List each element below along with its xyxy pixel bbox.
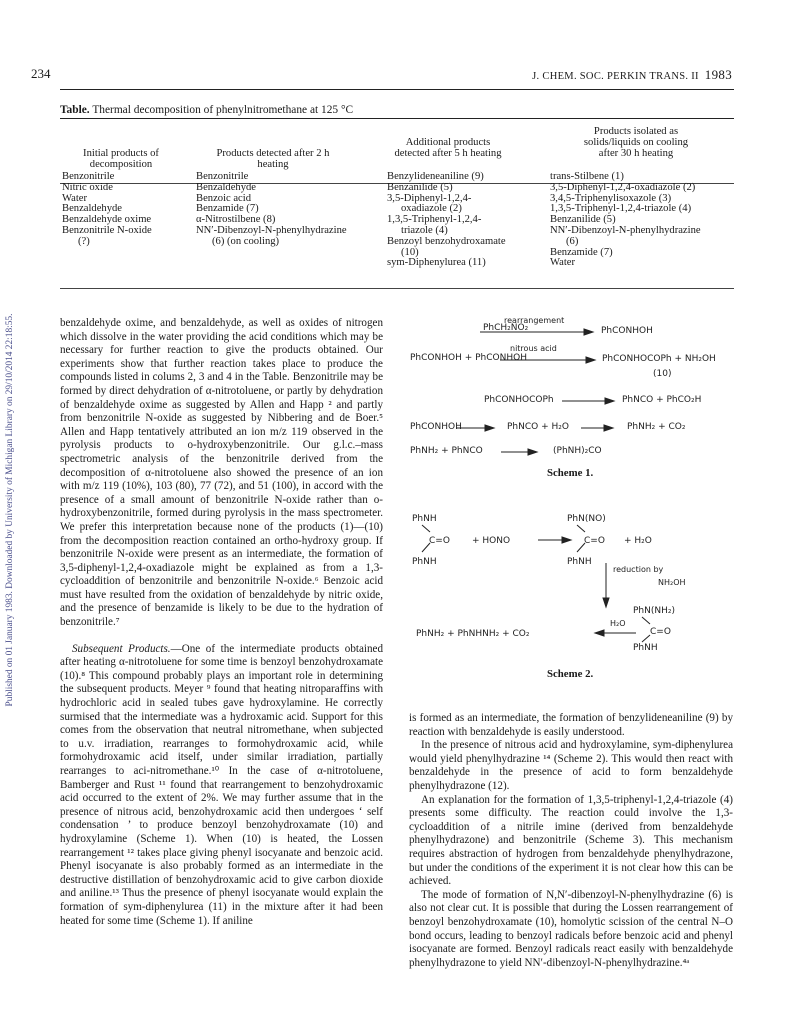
table-cell: 3,5-Diphenyl-1,2,4- (387, 192, 472, 204)
table-cell: Benzonitrile (62, 171, 115, 182)
scheme1-r3-reactant: PhCONHOCOPh (484, 395, 554, 405)
table-cell: Water (550, 257, 576, 269)
body-paragraph: is formed as an intermediate, the formation of benzylideneaniline (9) by reaction with benzaldehyde is easily understood. (409, 712, 733, 738)
table-cell: 1,3,5-Triphenyl-1,2,4-triazole (4) (550, 203, 692, 215)
scheme1-r2-products: PhCONHOCOPh + NH₂OH (602, 354, 716, 364)
scheme1-r4-reactant: PhCONHOH (410, 422, 462, 432)
paragraph-text: —One of the intermediate products obtained after heating α-nitrotoluene for some time is benzoyl benzohydroxamate (10).⁸ This compound probably plays an important role in determining the subsequent products. Meyer ⁹ found that heating nitroparaffins with hydrochloric acid in sealed tubes gave hydroxylamine. He correctly surmised that the intermediate was a hydroxamic acid. Support for this comes from the observation that neutral nitromethane, when subjected to u.v. irradiation, rearranges to formohydroxamic acid, while formohydroxamic acid itself, under similar irradiation, partially rearranges to aci-nitromethane.¹⁰ In the case of α-nitrotoluene, Bamberger and Rust ¹¹ found that rearrangement to benzohydroxamic acid occurred to the extent of 2%. We may further assume that in the presence of nitrous acid, benzohydroxamic acid then undergoes ‘ self condensation ’ to produce benzoyl benzohydroxamate (10) and hydroxylamine (Scheme 1). When (10) is heated, the Lossen rearrangement ¹² takes place giving phenyl isocyanate and benzoic acid. Phenyl isocyanate is also probably formed as an intermediate in the destructive distillation of benzohydroxamic acid to give carbon dioxide and aniline.¹³ Thus the presence of phenyl isocyanate would explain the formation of sym-diphenylurea (11) in the mixture after it had been heated for some time (Scheme 1). If aniline (60, 642, 383, 927)
left-column (60, 317, 383, 928)
scheme2-water: + H₂O (624, 536, 652, 546)
table-cell: Benzamide (7) (196, 203, 259, 215)
header-rule (60, 89, 734, 90)
scheme2-amino-bottom: PhNH (633, 643, 658, 653)
scheme2-amino-top: PhN(NH₂) (633, 606, 675, 616)
body-paragraph: In the presence of nitrous acid and hydroxylamine, sym-diphenylurea would yield phenylhydrazine ¹⁴ (Scheme 2). This would then react with benzaldehyde in the presence of acid to form benzaldehyde phenylhydrazone (12). (409, 739, 733, 792)
table-cell: Benzoyl benzohydroxamate (387, 235, 506, 247)
table-cell: 3,5-Diphenyl-1,2,4-oxadiazole (2) (550, 181, 696, 193)
right-column (409, 712, 733, 970)
table-cell: α-Nitrostilbene (8) (196, 214, 276, 226)
journal-year: 1983 (704, 67, 732, 82)
scheme2-hono: + HONO (472, 536, 511, 546)
table-header-col1: Initial products of decomposition (83, 148, 159, 171)
table-cell: Benzamide (7) (550, 246, 613, 258)
scheme2-nitroso-carbonyl: C=O (584, 536, 605, 546)
scheme2-water-condition: H₂O (610, 619, 626, 628)
body-paragraph (60, 643, 383, 928)
scheme1-r1-reactant: PhCH₂NO₂ (483, 323, 529, 333)
table-cell: NN′-Dibenzoyl-N-phenylhydrazine (550, 224, 701, 236)
scheme-1-label: Scheme 1. (547, 467, 594, 479)
table-rule-top (60, 118, 734, 119)
scheme1-r2-reactants: PhCONHOH + PhCONHOH (410, 353, 527, 363)
scheme-2-label: Scheme 2. (547, 668, 594, 680)
table-cell: trans-Stilbene (1) (550, 171, 624, 182)
download-side-note: Published on 01 January 1983. Downloaded by University of Michigan Library on 29/10/2014 22:18:55. (5, 313, 15, 707)
table-cell: 3,4,5-Triphenylisoxazole (3) (550, 192, 672, 204)
scheme2-amino-carbonyl: C=O (650, 627, 671, 637)
table-cell: (6) (on cooling) (212, 235, 280, 247)
table-cell: Benzaldehyde (62, 203, 123, 215)
scheme-2-bonds (406, 510, 736, 645)
journal-header (532, 67, 732, 83)
page-number: 234 (31, 66, 51, 81)
scheme1-r4-products: PhNH₂ + CO₂ (627, 422, 686, 432)
scheme1-r2-note: (10) (653, 369, 672, 379)
table-cell: sym-Diphenylurea (11) (387, 257, 486, 269)
scheme2-urea-bottom: PhNH (412, 557, 437, 567)
table-title: Thermal decomposition of phenylnitromethane at 125 °C (92, 104, 354, 116)
table-cell: Benzonitrile (196, 171, 249, 182)
table-header-col4: Products isolated as solids/liquids on cooling after 30 h heating (583, 126, 689, 160)
table-cell: Benzoic acid (196, 192, 252, 204)
table-cell: Benzylideneaniline (9) (387, 171, 484, 182)
table-cell: Benzaldehyde oxime (62, 214, 152, 226)
journal-name: J. CHEM. SOC. PERKIN TRANS. II (532, 71, 699, 82)
scheme2-nitroso-top: PhN(NO) (567, 514, 606, 524)
table-cell: NN′-Dibenzoyl-N-phenylhydrazine (196, 224, 347, 236)
table-col2 (196, 172, 347, 248)
scheme2-reductant: NH₂OH (658, 578, 686, 587)
scheme2-urea-carbonyl: C=O (429, 536, 450, 546)
table-cell: oxadiazole (2) (401, 203, 462, 215)
scheme2-reduction: reduction by (613, 565, 664, 574)
table-header-col3: Additional products detected after 5 h heating (394, 137, 502, 160)
table-caption (60, 104, 353, 116)
body-paragraph: An explanation for the formation of 1,3,5-triphenyl-1,2,4-triazole (4) presents some difficulty. The reaction could involve the 1,3-cycloaddition of a nitrile imine (derived from benzaldehyde phenylhydrazone) and benzonitrile (Scheme 3). This mechanism requires abstraction of hydrogen from benzaldehyde phenylhydrazone, but under the conditions of the experiment it is not clear how this can be achieved. (409, 793, 733, 888)
scheme1-r1-condition: rearrangement (504, 316, 565, 325)
table-cell: Benzaldehyde (196, 181, 257, 193)
scheme1-r4-intermediate: PhNCO + H₂O (507, 422, 569, 432)
table-cell: Benzanilide (5) (550, 214, 616, 226)
table-header-col2: Products detected after 2 h heating (216, 148, 330, 171)
table-label: Table. (60, 104, 90, 116)
table-col1 (62, 172, 152, 248)
table-cell: triazole (4) (401, 224, 448, 236)
scheme2-urea-top: PhNH (412, 514, 437, 524)
table-col3 (387, 172, 506, 269)
table-cell: Benzonitrile N-oxide (62, 224, 152, 236)
table-cell: (10) (401, 246, 419, 258)
table-col4 (550, 172, 701, 269)
table-cell: Benzanilide (5) (387, 181, 453, 193)
table-cell: (?) (78, 235, 90, 247)
scheme2-nitroso-bottom: PhNH (567, 557, 592, 567)
section-heading: Subsequent Products. (72, 642, 171, 655)
table-cell: Nitric oxide (62, 181, 113, 193)
scheme1-r2-condition: nitrous acid (510, 344, 557, 353)
table-cell: Water (62, 192, 88, 204)
body-paragraph: benzaldehyde oxime, and benzaldehyde, as well as oxides of nitrogen which dissolve in the water providing the acid conditions which may be necessary for further reaction to give the products obtained. Our experiments show that further reaction takes place to produce the compounds listed in colums 2, 3 and 4 in the Table. Benzonitrile may be formed by direct dehydration of α-nitrotoluene, or partly by dehydration of benzaldehyde oxime as suggested by Allen and Happ ² and partly from benzonitrile N-oxide as suggested by Nibbering and de Boer.⁵ Allen and Happ tentatively attributed an ion m/z 119 observed in the pyrolysis products to o-hydroxybenzonitrile. Our g.l.c.–mass spectrometric analysis of the benzonitrile derived from the decomposition of α-nitrotoluene also showed the presence of an ion with m/z 119 (10%), 103 (80), 77 (72), and 51 (100), in accord with the presence of a small amount of benzonitrile N-oxide rather than o-hydroxybenzonitrile, formed during pyrolysis in the mass spectrometer. We prefer this interpretation because none of the products (1)—(10) from the decomposition reaction contained an ortho-hydroxy group. If benzonitrile N-oxide were present as an intermediate, the formation of 3,5-diphenyl-1,2,4-oxadiazole might be explained as from a 1,3-cycloaddition of benzonitrile and benzonitrile N-oxide.⁶ Benzoic acid must have resulted from the oxidation of benzaldehyde by nitric oxide, and the presence of benzamide is likely to be due to the hydration of benzonitrile.⁷ (60, 317, 383, 629)
scheme1-r5-product: (PhNH)₂CO (553, 446, 602, 456)
scheme1-r1-product: PhCONHOH (601, 326, 653, 336)
table-rule-bottom (60, 288, 734, 289)
scheme1-r3-products: PhNCO + PhCO₂H (622, 395, 702, 405)
scheme1-r5-reactants: PhNH₂ + PhNCO (410, 446, 483, 456)
table-cell: (6) (566, 235, 579, 247)
table-cell: 1,3,5-Triphenyl-1,2,4- (387, 214, 482, 226)
body-paragraph: The mode of formation of N,N′-dibenzoyl-N-phenylhydrazine (6) is also not clear cut. It is possible that during the Lossen rearrangement of benzoyl benzohydroxamate (10), homolytic scission of the central N–O bond occurs, leading to benzoyl radicals before benzoic acid and phenyl isocyanate are formed. Benzoyl radicals react easily with benzaldehyde phenylhydrazone to yield NN′-dibenzoyl-N-phenylhydrazine.⁴ᵃ (409, 888, 733, 969)
scheme2-products: PhNH₂ + PhNHNH₂ + CO₂ (416, 629, 530, 639)
